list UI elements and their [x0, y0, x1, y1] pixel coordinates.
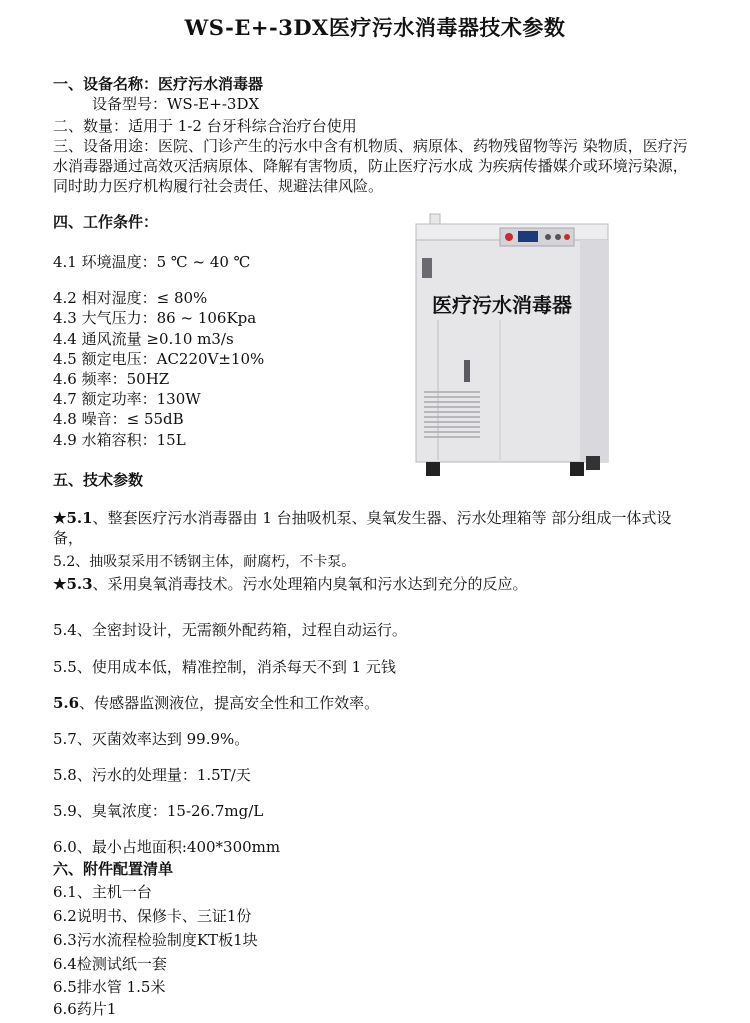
- page-title: WS-E+-3DX医疗污水消毒器技术参数: [184, 15, 566, 40]
- accessory-item: 6.6药片1: [53, 1000, 117, 1018]
- tech-params-heading: 五、技术参数: [53, 471, 144, 489]
- condition-item: 4.8 噪音：≤ 55dB: [53, 410, 184, 428]
- product-photo: [408, 210, 618, 488]
- condition-item: 4.6 频率：50HZ: [53, 370, 170, 388]
- tech-item-5-1: [53, 508, 693, 548]
- tech-item-prefix: 5.6: [53, 694, 80, 712]
- tech-item-prefix: ★5.3: [53, 575, 93, 593]
- accessory-item: 6.3污水流程检验制度KT板1块: [53, 931, 258, 949]
- condition-item: 4.1 环境温度：5 ℃ ~ 40 ℃: [53, 253, 251, 271]
- accessory-item: 6.4检测试纸一套: [53, 955, 167, 973]
- usage-paragraph: 三、设备用途：医院、门诊产生的污水中含有机物质、病原体、药物残留物等污 染物质，医疗污水消毒器通过高效灭活病原体、降解有害物质，防止医疗污水成 为疾病传播媒介或环境污染源，同时助力医疗机构履行社会责任、规避法律风险。: [53, 137, 688, 195]
- accessory-item: 6.5排水管 1.5米: [53, 978, 166, 996]
- tech-item-5-9: 5.9、臭氧浓度：15-26.7mg/L: [53, 802, 264, 820]
- accessory-list-heading: 六、附件配置清单: [53, 860, 174, 878]
- machine-label: 医疗污水消毒器: [432, 293, 572, 317]
- tech-item-5-6: [53, 693, 379, 713]
- device-model-line: 设备型号：WS-E+-3DX: [92, 95, 260, 113]
- condition-item: 4.5 额定电压：AC220V±10%: [53, 350, 265, 368]
- tech-item-text: 、传感器监测液位，提高安全性和工作效率。: [79, 694, 380, 712]
- working-conditions-heading: 四、工作条件：: [53, 213, 159, 231]
- tech-item-5-8: 5.8、污水的处理量：1.5T/天: [53, 766, 251, 784]
- tech-item-prefix: ★5.1: [53, 509, 93, 527]
- condition-item: 4.3 大气压力：86 ~ 106Kpa: [53, 309, 257, 327]
- accessory-item: 6.2说明书、保修卡、三证1份: [53, 907, 252, 925]
- condition-item: 4.7 额定功率：130W: [53, 390, 201, 408]
- tech-item-text: 、采用臭氧消毒技术。污水处理箱内臭氧和污水达到充分的反应。: [92, 575, 528, 593]
- quantity-line: 二、数量：适用于 1-2 台牙科综合治疗台使用: [53, 117, 357, 135]
- tech-item-5-3: [53, 574, 528, 594]
- accessory-item: 6.1、主机一台: [53, 883, 152, 901]
- condition-item: 4.2 相对湿度：≤ 80%: [53, 289, 208, 307]
- tech-item-text: 、整套医疗污水消毒器由 1 台抽吸机泵、臭氧发生器、污水处理箱等 部分组成一体式设备，: [53, 509, 672, 547]
- tech-item-5-5: 5.5、使用成本低，精准控制，消杀每天不到 1 元钱: [53, 658, 396, 676]
- tech-item-5-4: 5.4、全密封设计，无需额外配药箱，过程自动运行。: [53, 621, 407, 639]
- condition-item: 4.4 通风流量 ≥0.10 m3/s: [53, 330, 234, 348]
- device-name-line: 一、设备名称：医疗污水消毒器: [53, 75, 264, 93]
- condition-item: 4.9 水箱容积：15L: [53, 431, 186, 449]
- tech-item-5-7: 5.7、灭菌效率达到 99.9%。: [53, 730, 250, 748]
- tech-item-5-2: 5.2、抽吸泵采用不锈钢主体，耐腐朽，不卡泵。: [53, 554, 356, 570]
- tech-item-6-0: 6.0、最小占地面积:400*300mm: [53, 838, 281, 856]
